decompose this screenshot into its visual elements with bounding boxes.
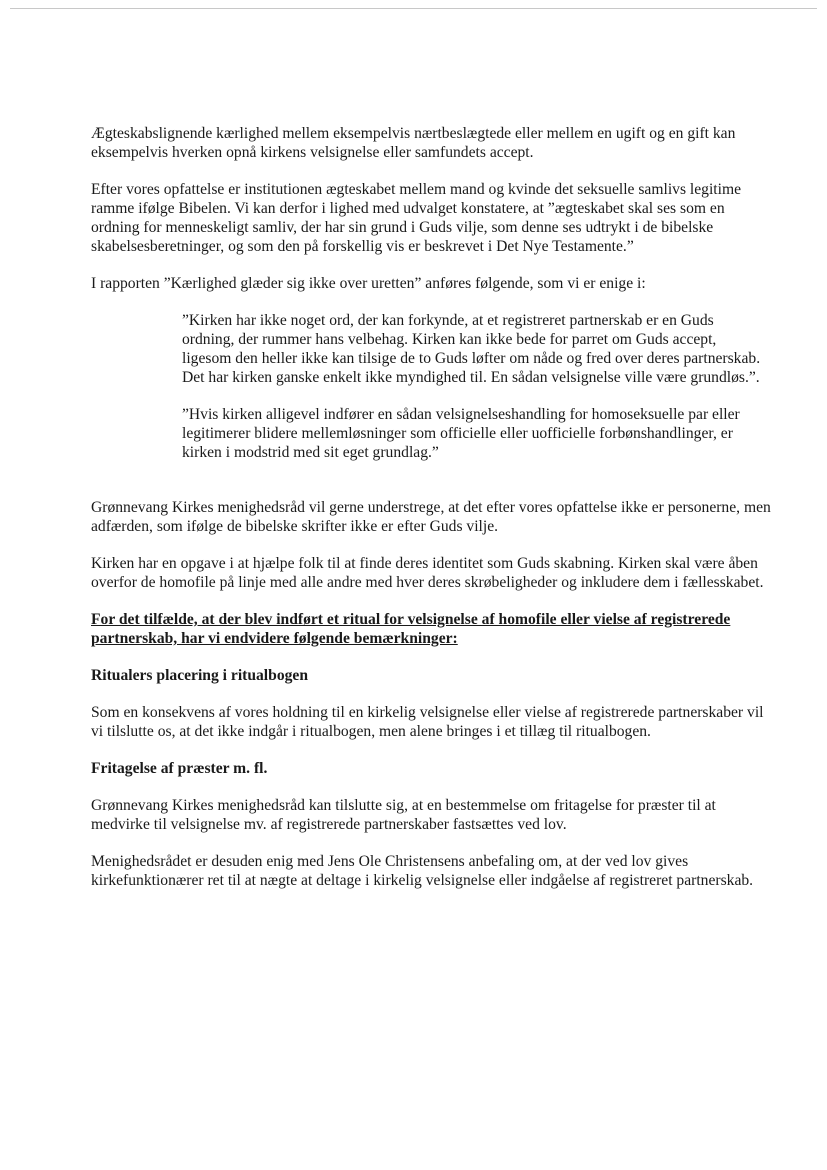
paragraph-6: Som en konsekvens af vores holdning til en kirkelig velsignelse eller vielse af registrerede partnerskaber vil vi tilslutte os, at det ikke indgår i ritualbogen, men alene bringes i et tillæg til ritualbogen. [91,704,764,740]
paragraph-1: Ægteskabslignende kærlighed mellem eksempelvis nærtbeslægtede eller mellem en ugift og en gift kan eksempelvis hverken opnå kirkens velsignelse eller samfundets accept. [91,125,736,161]
quote-2: ”Hvis kirken alligevel indfører en sådan velsignelseshandling for homoseksuelle par eller legitimerer blidere mellemløsninger som officielle eller uofficielle forbønshandlinger, er kirken i modstrid med sit eget grundlag.” [182,406,740,461]
block-quote [182,311,767,462]
paragraph-2: Efter vores opfattelse er institutionen ægteskabet mellem mand og kvinde det seksuelle samlivs legitime ramme ifølge Bibelen. Vi kan derfor i lighed med udvalget konstatere, at ”ægteskabet skal ses som en ordning for menneskeligt samliv, der har sin grund i Guds vilje, som denne ses udtrykt i de bibelske skabelsesberetninger, og som den på forskellig vis er beskrevet i Det Nye Testamente.” [91,181,742,255]
paragraph-4: Grønnevang Kirkes menighedsråd vil gerne understrege, at det efter vores opfattelse ikke er personerne, men adfærden, som ifølge de bibelske skrifter ikke er efter Guds vilje. [91,499,771,535]
quote-1: ”Kirken har ikke noget ord, der kan forkynde, at et registreret partnerskab er en Guds ordning, der rummer hans velbehag. Kirken kan ikke bede for parret om Guds accept, ligesom den heller ikke kan tilsige de to Guds løfter om nåde og fred over deres partnerskab. Det har kirken ganske enkelt ikke myndighed til. En sådan velsignelse ville være grundløs.”. [182,312,761,386]
paragraph-5: Kirken har en opgave i at hjælpe folk til at finde deres identitet som Guds skabning. Kirken skal være åben overfor de homofile på linje med alle andre med hver deres skrøbeligheder og inkludere dem i fællesskabet. [91,555,764,591]
page-top-rule [10,8,817,9]
paragraph-7: Grønnevang Kirkes menighedsråd kan tilslutte sig, at en bestemmelse om fritagelse for præster til at medvirke til velsignelse mv. af registrerede partnerskaber fastsættes ved lov. [91,797,716,833]
section-heading-ritual: Ritualers placering i ritualbogen [91,667,309,684]
document-body [91,124,771,908]
paragraph-8: Menighedsrådet er desuden enig med Jens Ole Christensens anbefaling om, at der ved lov gives kirkefunktionærer ret til at nægte at deltage i kirkelig velsignelse eller indgåelse af registreret partnerskab. [91,853,754,889]
paragraph-3: I rapporten ”Kærlighed glæder sig ikke over uretten” anføres følgende, som vi er enige i: [91,275,646,292]
section-heading-exemption: Fritagelse af præster m. fl. [91,760,268,777]
underlined-heading: For det tilfælde, at der blev indført et ritual for velsignelse af homofile eller vielse af registrerede partnerskab, har vi endvidere følgende bemærkninger: [91,611,731,647]
